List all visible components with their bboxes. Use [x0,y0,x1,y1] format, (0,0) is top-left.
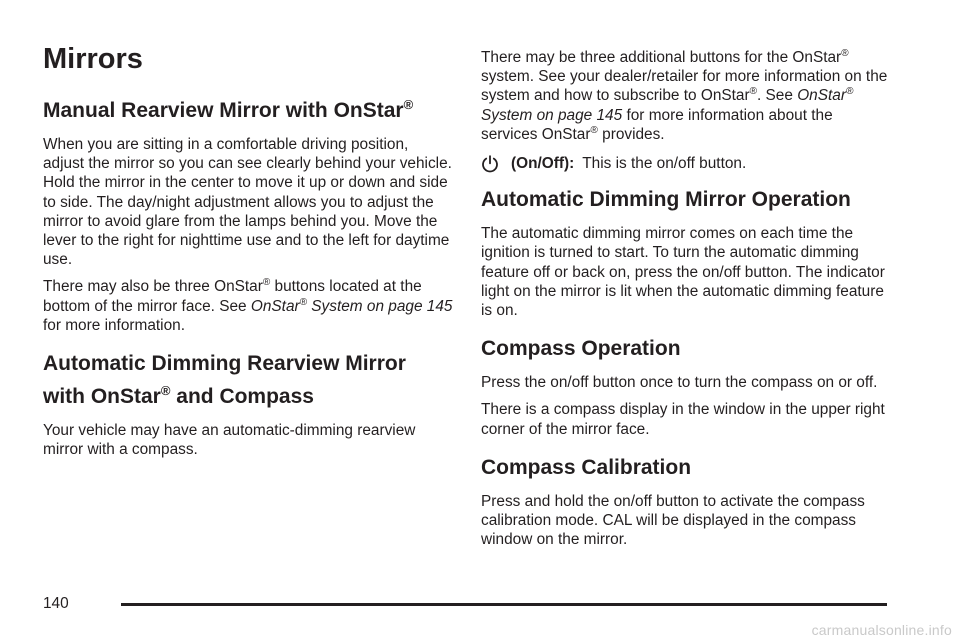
auto-dimming-compass-paragraph: Your vehicle may have an automatic-dimming rearview mirror with a compass. [43,422,416,459]
dimming-operation-paragraph: The automatic dimming mirror comes on each time the ignition is turned to start. To turn the automatic dimming feature off or back on, press the on/off button. The indicator light on the mirror is lit when the automatic dimming feature is on. [481,225,885,320]
power-button-icon [481,155,499,173]
compass-operation-heading: Compass Operation [481,337,681,361]
text-run: OnStar [250,297,300,315]
text-run: for more information. [43,316,185,334]
text-run: System on page 145 [481,106,623,124]
on-off-button-description [481,154,893,173]
footer-rule [121,603,887,606]
manual-mirror-paragraph-1: When you are sitting in a comfortable driving position, adjust the mirror so you can see clearly behind your vehicle. Hold the mirror in the center to move it up or down and side to side. The day/night adjustment allows you to adjust the mirror to avoid glare from the lamps behind you. Move the lever to the right for nighttime use and to the left for daytime use. [43,136,452,269]
heading-run: and Compass [170,385,314,409]
text-run: . See [756,87,798,105]
registered-mark: ® [841,47,849,59]
registered-mark: ® [299,296,308,308]
text-run: system. See your dealer/retailer for more information on the system and how to subscribe to OnStar [481,68,888,105]
compass-calibration-heading: Compass Calibration [481,455,692,479]
text-run: System on page 145 [307,297,453,315]
text-run: OnStar [797,87,846,105]
heading-run: Automatic Dimming Rearview Mirror with OnStar [43,352,406,409]
manual-mirror-heading-text: Manual Rearview Mirror with OnStar [43,99,404,122]
on-off-text: This is the on/off button. [582,155,747,173]
onstar-page-reference [251,298,453,315]
text-run: There may be three additional buttons for the OnStar [481,49,842,66]
registered-mark: ® [749,86,757,98]
compass-calibration-paragraph: Press and hold the on/off button to activate the compass calibration mode. CAL will be displayed in the compass window on the mirror. [481,492,865,549]
on-off-label: (On/Off): [511,155,575,173]
compass-operation-paragraph-1: Press the on/off button once to turn the compass on or off. [481,374,878,392]
text-run: There may also be three OnStar [43,278,263,296]
registered-mark: ® [262,277,271,289]
registered-mark: ® [845,86,854,98]
registered-mark: ® [590,124,598,136]
right-column [481,48,893,557]
page-footer [43,592,888,616]
manual-mirror-paragraph-2 [43,277,453,335]
text-run: buttons located at the bottom of the mirror face. See [43,278,422,315]
onstar-buttons-paragraph [481,48,893,144]
watermark: carmanualsonline.info [811,622,952,638]
page-title: Mirrors [43,43,143,75]
text-run: provides. [597,125,665,143]
registered-mark: ® [403,97,414,112]
compass-operation-paragraph-2: There is a compass display in the window in the upper right corner of the mirror face. [481,401,885,438]
registered-mark: ® [160,383,171,399]
dimming-operation-heading: Automatic Dimming Mirror Operation [481,188,851,212]
page-number: 140 [43,595,69,612]
manual-mirror-heading [43,94,453,127]
text-run: for more information about the services OnStar [481,106,833,143]
auto-dimming-compass-heading [43,347,453,413]
left-column [43,36,453,467]
